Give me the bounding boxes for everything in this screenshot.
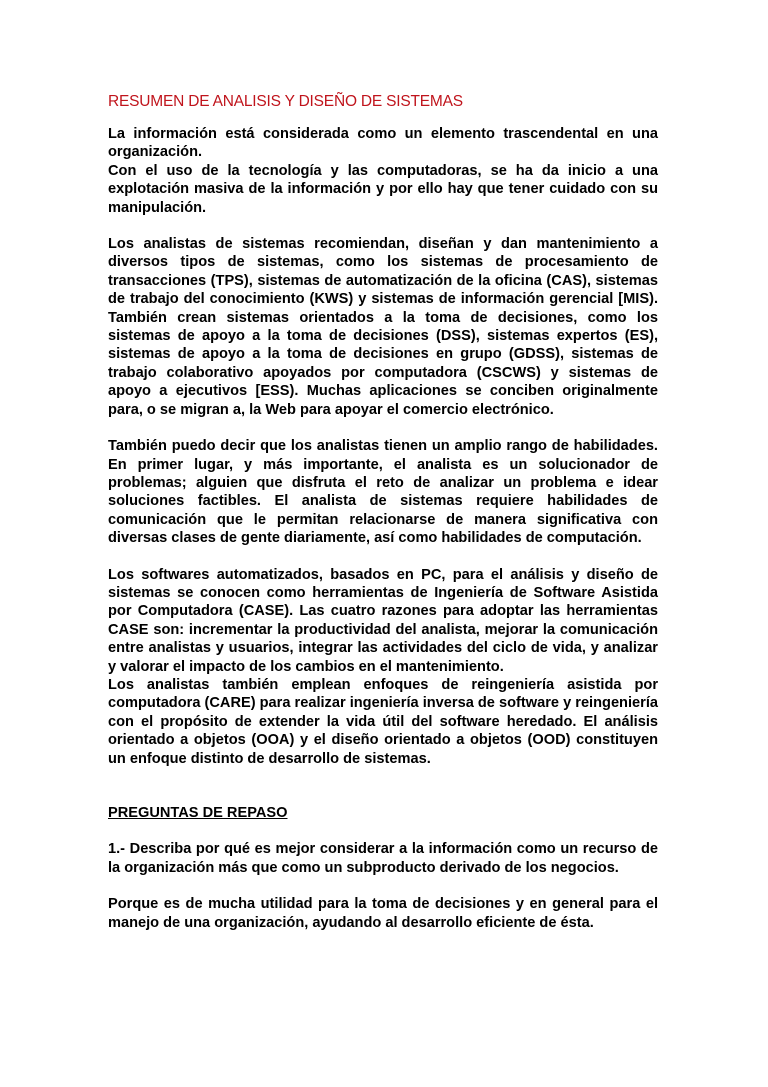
spacer	[108, 419, 658, 437]
paragraph-technology: Con el uso de la tecnología y las computadoras, se ha da inicio a una explotación masiva de la información y por ello hay que tener cuidado con su manipulación.	[108, 162, 658, 216]
spacer	[108, 768, 658, 804]
spacer	[108, 217, 658, 235]
paragraph-intro: La información está considerada como un elemento trascendental en una organización.	[108, 126, 658, 161]
review-heading: PREGUNTAS DE REPASO	[108, 805, 288, 821]
paragraph-care: Los analistas también emplean enfoques de reingeniería asistida por computadora (CARE) para realizar ingeniería inversa de software y reingeniería con el propósito de extender la vida útil del software heredado. El análisis orientado a objetos (OOA) y el diseño orientado a objetos (OOD) constituyen un enfoque distinto de desarrollo de sistemas.	[108, 676, 658, 767]
paragraph-skills: También puedo decir que los analistas tienen un amplio rango de habilidades. En primer lugar, y más importante, el analista es un solucionador de problemas; alguien que disfruta el reto de analizar un problema e idear soluciones factibles. El analista de sistemas requiere habilidades de comunicación que le permitan relacionarse de manera significativa con diversas clases de gente diariamente, así como habilidades de computación.	[108, 438, 658, 547]
question-1: 1.- Describa por qué es mejor considerar a la información como un recurso de la organización más que como un subproducto derivado de los negocios.	[108, 841, 658, 876]
document-title: RESUMEN DE ANALISIS Y DISEÑO DE SISTEMAS	[108, 93, 463, 110]
document-page	[108, 93, 658, 932]
spacer	[108, 548, 658, 566]
spacer	[108, 877, 658, 895]
paragraph-analysts: Los analistas de sistemas recomiendan, diseñan y dan mantenimiento a diversos tipos de sistemas, como los sistemas de procesamiento de transacciones (TPS), sistemas de automatización de la oficina (CAS), sistemas de trabajo del conocimiento (KWS) y sistemas de información gerencial [MIS). También crean sistemas orientados a la toma de decisiones, como los sistemas de apoyo a la toma de decisiones (DSS), sistemas expertos (ES), sistemas de apoyo a la toma de decisiones en grupo (GDSS), sistemas de trabajo colaborativo apoyados por computadora (CSCWS) y sistemas de apoyo a ejecutivos [ESS). Muchas aplicaciones se conciben originalmente para, o se migran a, la Web para apoyar el comercio electrónico.	[108, 236, 658, 418]
answer-1: Porque es de mucha utilidad para la toma de decisiones y en general para el manejo de una organización, ayudando al desarrollo eficiente de ésta.	[108, 896, 658, 931]
spacer	[108, 822, 658, 840]
paragraph-case: Los softwares automatizados, basados en PC, para el análisis y diseño de sistemas se conocen como herramientas de Ingeniería de Software Asistida por Computadora (CASE). Las cuatro razones para adoptar las herramientas CASE son: incrementar la productividad del analista, mejorar la comunicación entre analistas y usuarios, integrar las actividades del ciclo de vida, y analizar y valorar el impacto de los cambios en el mantenimiento.	[108, 566, 658, 675]
